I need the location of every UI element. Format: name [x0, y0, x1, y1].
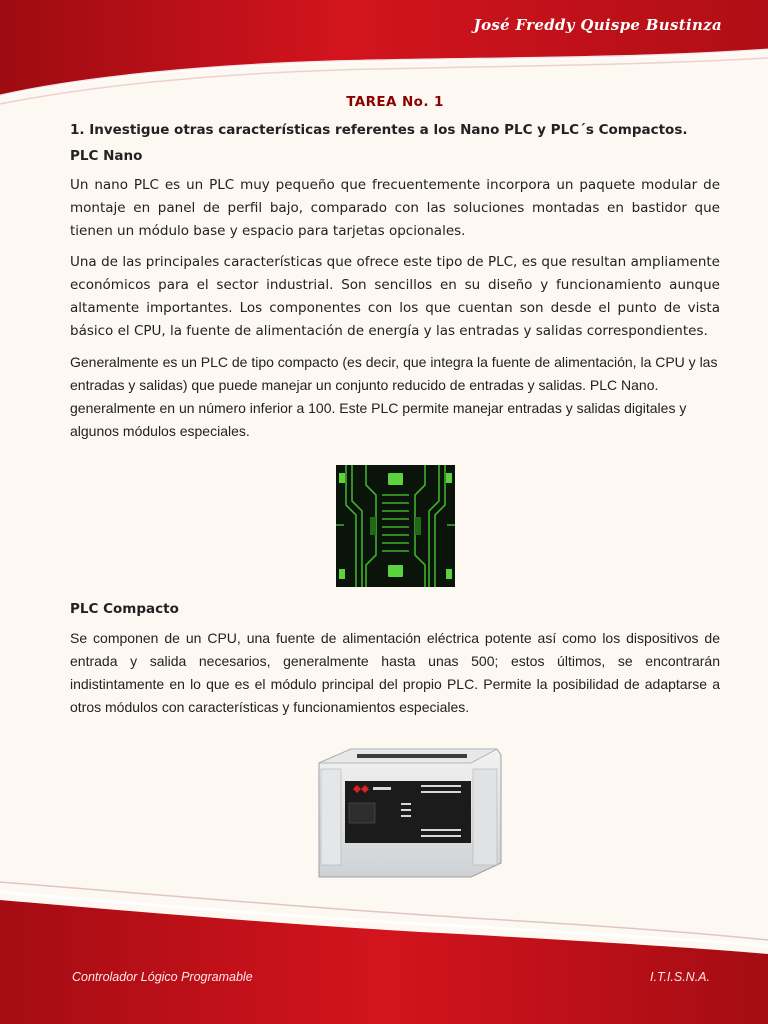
circuit-board-image [336, 465, 455, 587]
document-title: TAREA No. 1 [346, 94, 444, 110]
paragraph: Una de las principales características que ofrece este tipo de PLC, es que resultan ampliamente económicos para el sector industrial. Son sencillos en su diseño y funcionamiento aunque altamente importantes. Los componentes con los que cuentan son desde el punto de vista básico el CPU, la fuente de alimentación de energía y las entradas y salidas correspondientes. [70, 254, 720, 339]
document-body [70, 90, 720, 879]
paragraph: Un nano PLC es un PLC muy pequeño que frecuentemente incorpora un paquete modular de montaje en panel de perfil bajo, comparado con las soluciones montadas en bastidor que tienen un módulo base y espacio para tarjetas opcionales. [70, 177, 720, 239]
compact-plc-image [311, 745, 503, 879]
figure-container [70, 727, 720, 879]
section-heading-plc-nano: PLC Nano [70, 148, 143, 164]
section-heading-plc-compacto: PLC Compacto [70, 601, 179, 617]
footer-course-name: Controlador Lógico Programable [72, 970, 253, 984]
figure-container [70, 451, 720, 601]
footer-band [0, 860, 768, 1024]
paragraph: Se componen de un CPU, una fuente de alimentación eléctrica potente así como los dispositivos de entrada y salida necesarios, generalmente hasta unas 500; estos últimos, se encontrarán indistintamente en lo que es el módulo principal del propio PLC. Permite la posibilidad de adaptarse a otros módulos con características y funcionamientos especiales. [70, 630, 720, 715]
question-heading: 1. Investigue otras características referentes a los Nano PLC y PLC´s Compactos. [70, 122, 688, 138]
header-author: José Freddy Quispe Bustinza [473, 16, 722, 34]
paragraph: Generalmente es un PLC de tipo compacto (es decir, que integra la fuente de alimentación, la CPU y las entradas y salidas) que puede manejar un conjunto reducido de entradas y salidas. PLC Nano. generalmente en un número inferior a 100. Este PLC permite manejar entradas y salidas digitales y algunos módulos especiales. [70, 354, 718, 439]
footer-institution: I.T.I.S.N.A. [650, 970, 710, 984]
